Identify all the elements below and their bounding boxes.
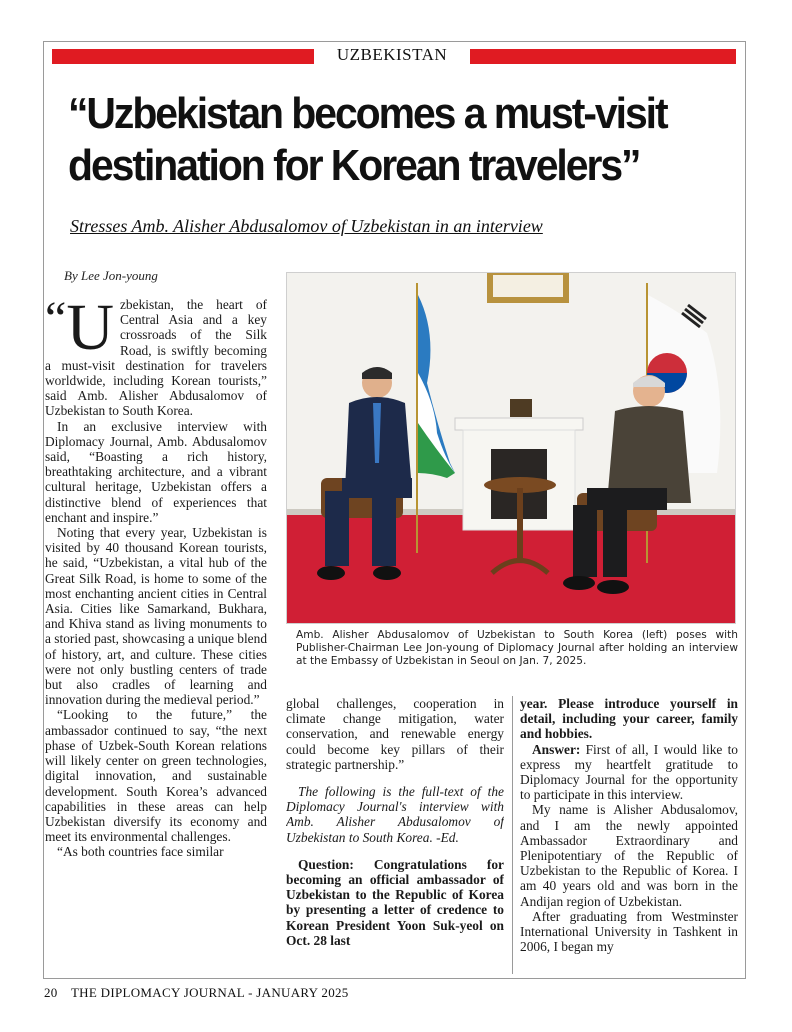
- section-label: UZBEKISTAN: [336, 45, 448, 64]
- column-divider: [512, 696, 513, 974]
- editor-note: The following is the full-text of the Diplomacy Journal's interview with Amb. Alisher Abdusalomov of Uzbekistan to South Korea. -Ed.: [286, 784, 504, 845]
- page-number: 20: [44, 985, 58, 1000]
- question-1: Question: Congratulations for becoming an official ambassador of Uzbekistan to the Republic of Korea by presenting a letter of credence to Korean President Yoon Suk-yeol on Oct. 28 last: [286, 856, 504, 948]
- headline: [68, 88, 691, 192]
- publication-name: THE DIPLOMACY JOURNAL - JANUARY 2025: [70, 985, 349, 1000]
- paragraph: Noting that every year, Uzbekistan is visited by 40 thousand Korean tourists, he said, “Uzbekistan, a vital hub of the Great Silk Road, is home to some of the most enchanting ancient cities in Central Asia. Cities like Samarkand, Bukhara, and Khiva stand as living monuments to a storied past, showcasing a unique blend of history, art, and culture. These cities were not only bustling centers of trade but also cradles of learning and innovation during the medieval period.”: [45, 525, 267, 708]
- article-column-1: [45, 297, 267, 975]
- paragraph: “Looking to the future,” the ambassador continued to say, “the next phase of Uzbek-South Korean relations will likely center on green technologies, digital innovation, and sustainable development. South Korea’s advanced capabilities in these areas can help Uzbekistan diversify its economy and meet its environmental challenges.: [45, 707, 267, 845]
- lead-paragraph: “U zbekistan, the heart of Central Asia and a key crossroads of the Silk Road, is swiftly becoming a must-visit destination for travelers worldwide, including Korean tourists,” said Amb. Alisher Abdusalomov of Uzbekistan to South Korea.: [45, 297, 267, 419]
- page-footer: [44, 985, 349, 1001]
- section-bar-left: [52, 49, 314, 64]
- answer-paragraph: Answer: First of all, I would like to express my heartfelt gratitude to Diplomacy Journal for the opportunity to participate in this interview.: [520, 741, 738, 803]
- question-1-continued: year. Please introduce yourself in detail, including your career, family and hobbies.: [520, 696, 738, 742]
- article-column-2: [286, 696, 504, 976]
- paragraph: In an exclusive interview with Diplomacy Journal, Amb. Abdusalomov said, “Boasting a rich history, breathtaking architecture, and a vibrant cultural heritage, Uzbekistan offers a distinctive blend of experiences that enchant and inspire.”: [45, 418, 267, 525]
- subheadline: Stresses Amb. Alisher Abdusalomov of Uzbekistan in an interview: [70, 216, 543, 236]
- drop-cap: “U: [45, 297, 114, 364]
- headline-line-2: destination for Korean travelers”: [68, 141, 640, 190]
- answer-paragraph: After graduating from Westminster International University in Tashkent in 2006, I began my: [520, 908, 738, 955]
- article-column-3: [520, 696, 738, 976]
- paragraph: global challenges, cooperation in climate change mitigation, water conservation, and renewable energy could become key pillars of their strategic partnership.”: [286, 696, 504, 772]
- answer-label: Answer:: [532, 741, 581, 757]
- photo-caption: Amb. Alisher Abdusalomov of Uzbekistan to South Korea (left) poses with Publisher-Chairman Lee Jon-young of Diplomacy Journal after holding an interview at the Embassy of Uzbekistan in Seoul on Jan. 7, 2025.: [296, 629, 738, 667]
- answer-paragraph: My name is Alisher Abdusalomov, and I am the newly appointed Ambassador Extraordinary and Plenipotentiary of the Republic of Uzbekistan to the Republic of Korea. I am 40 years old and was born in the Andijan region of Uzbekistan.: [520, 802, 738, 909]
- byline: By Lee Jon-young: [64, 268, 158, 283]
- interview-photo: [286, 272, 736, 624]
- section-bar-right: [470, 49, 736, 64]
- headline-line-1: “Uzbekistan becomes a must-visit: [68, 89, 667, 138]
- paragraph: “As both countries face similar: [57, 844, 224, 860]
